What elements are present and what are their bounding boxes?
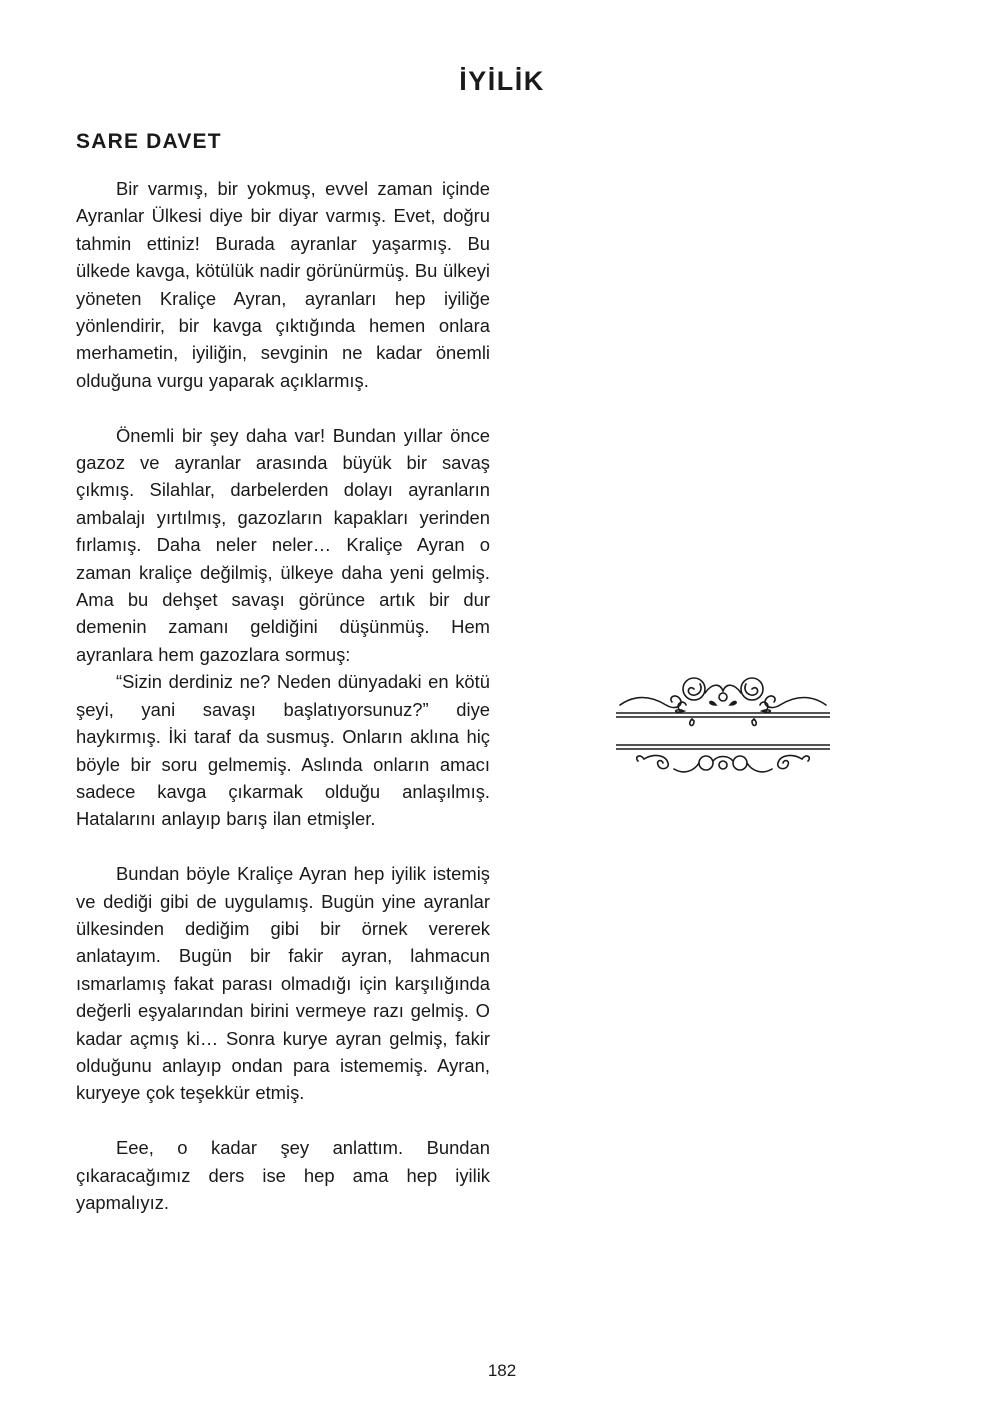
story-paragraph-5: Eee, o kadar şey anlattım. Bundan çıkaracağımız ders ise hep ama hep iyilik yapmalıyız. <box>76 1137 490 1213</box>
author-name: SARE DAVET <box>76 130 222 153</box>
story-body <box>76 175 490 1216</box>
page-number: 182 <box>487 1361 517 1380</box>
story-paragraph-2: Önemli bir şey daha var! Bundan yıllar önce gazoz ve ayranlar arasında büyük bir savaş çıkmış. Silahlar, darbelerden dolayı ayranların ambalajı yırtılmış, gazozların kapakları yerinden fırlamış. Daha neler neler… Kraliçe Ayran o zaman kraliçe değilmiş, ülkeye daha yeni gelmiş. Ama bu dehşet savaşı görünce artık bir dur demenin zamanı geldiğini düşünmüş. Hem ayranlara hem gazozlara sormuş: <box>76 424 490 665</box>
story-paragraph-4: Bundan böyle Kraliçe Ayran hep iyilik istemiş ve dediği gibi de uygulamış. Bugün yine ayranlar ülkesinden dediğim gibi bir örnek vererek anlatayım. Bugün bir fakir ayran, lahmacun ısmarlamış fakat parası olmadığı için karşılığında değerli eşyalarından birini vermeye razı gelmiş. O kadar açmış ki… Sonra kurye ayran gelmiş, fakir olduğunu anlayıp ondan para istememiş. Ayran, kuryeye çok teşekkür etmiş. <box>76 863 490 1104</box>
story-paragraph-1: Bir varmış, bir yokmuş, evvel zaman içinde Ayranlar Ülkesi diye bir diyar varmış. Evet, doğru tahmin ettiniz! Burada ayranlar yaşarmış. Bu ülkede kavga, kötülük nadir görünürmüş. Bu ülkeyi yöneten Kraliçe Ayran, ayranları hep iyiliğe yönlendirir, bir kavga çıktığında hemen onlara merhametin, iyiliğin, sevginin ne kadar önemli olduğuna vurgu yaparak açıklarmış. <box>76 178 490 391</box>
floral-divider-icon <box>614 675 832 777</box>
page-title: İYİLİK <box>459 66 545 96</box>
story-paragraph-3: “Sizin derdiniz ne? Neden dünyadaki en kötü şeyi, yani savaşı başlatıyorsunuz?” diye haykırmış. İki taraf da susmuş. Onların aklına hiç böyle bir soru gelmemiş. Aslında onların amacı sadece kavga çıkarmak olduğu anlaşılmış. Hatalarını anlayıp barış ilan etmişler. <box>76 671 490 830</box>
